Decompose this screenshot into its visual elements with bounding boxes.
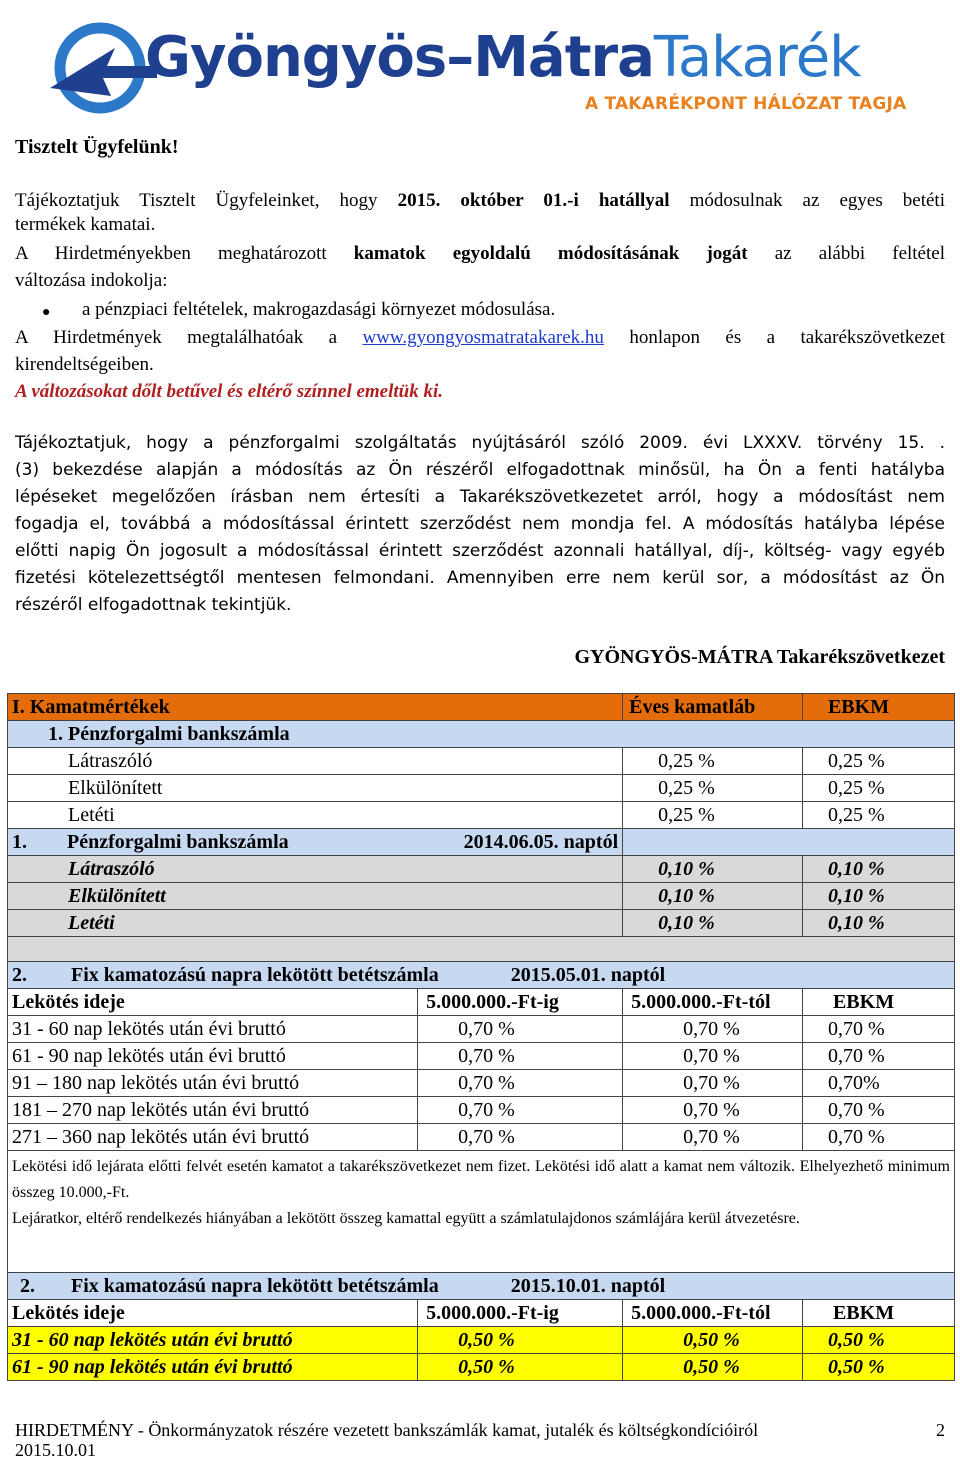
row-label: Letéti xyxy=(8,802,623,829)
logo-tagline: A TAKARÉKPONT HÁLÓZAT TAGJA xyxy=(585,94,907,114)
row-rate: 0,25 % xyxy=(623,748,803,775)
section-row xyxy=(8,721,955,748)
row-rate: 0,10 % xyxy=(623,856,803,883)
footer-date: 2015.10.01 xyxy=(15,1440,96,1460)
row-rate: 0,25 % xyxy=(623,802,803,829)
table-row xyxy=(8,883,955,910)
col-over-5m: 5.000.000.-Ft-tól xyxy=(623,1300,803,1327)
table-row xyxy=(8,1097,955,1124)
row-c1: 0,70 % xyxy=(418,1016,623,1043)
legal-line-2: (3) bekezdése alapján a módosítás az Ön részéről elfogadottnak minősül, ha Ön a fenti hatályba xyxy=(15,460,945,480)
section-row xyxy=(8,1273,955,1300)
row-c1: 0,50 % xyxy=(418,1354,623,1381)
row-c1: 0,70 % xyxy=(418,1043,623,1070)
row-label: Elkülönített xyxy=(8,883,623,910)
row-c2: 0,70 % xyxy=(623,1124,803,1151)
website-line-2: kirendeltségeiben. xyxy=(15,354,154,375)
intro-line-2: termékek kamatai. xyxy=(15,214,156,235)
row-c3: 0,50 % xyxy=(802,1327,954,1354)
col-over-5m: 5.000.000.-Ft-tól xyxy=(623,989,803,1016)
row-rate: 0,10 % xyxy=(623,883,803,910)
row-c3: 0,70 % xyxy=(802,1016,954,1043)
bullet-dot-icon: ● xyxy=(42,305,51,320)
row-c3: 0,70 % xyxy=(802,1043,954,1070)
table-row xyxy=(8,1070,955,1097)
section-title: 1. Pénzforgalmi bankszámla xyxy=(8,721,955,748)
row-c3: 0,70% xyxy=(802,1070,954,1097)
section-title: 2. Fix kamatozású napra lekötött betétszámla 2015.05.01. naptól xyxy=(8,962,955,989)
row-term: 61 - 90 nap lekötés után évi bruttó xyxy=(8,1354,418,1381)
column-header-row xyxy=(8,989,955,1016)
row-term: 181 – 270 nap lekötés után évi bruttó xyxy=(8,1097,418,1124)
legal-line-5: előtti napig Ön jogosult a módosítással érintett szerződést azonnali hatállyal, díj-, költség- vagy egyéb xyxy=(15,541,945,561)
section-row xyxy=(8,829,955,856)
row-ebkm: 0,25 % xyxy=(802,748,954,775)
row-rate: 0,25 % xyxy=(623,775,803,802)
legal-line-7: részéről elfogadottnak tekintjük. xyxy=(15,595,292,615)
row-c1: 0,50 % xyxy=(418,1327,623,1354)
row-c2: 0,50 % xyxy=(623,1354,803,1381)
header-rate: Éves kamatláb xyxy=(623,694,803,721)
table-header-row xyxy=(8,694,955,721)
section-row xyxy=(8,962,955,989)
row-c2: 0,70 % xyxy=(623,1016,803,1043)
legal-line-1: Tájékoztatjuk, hogy a pénzforgalmi szolgáltatás nyújtásáról szóló 2009. évi LXXXV. törvény 15. . xyxy=(15,433,945,453)
page-footer xyxy=(15,1420,945,1460)
row-c3: 0,70 % xyxy=(802,1097,954,1124)
row-label: Látraszóló xyxy=(8,748,623,775)
row-c3: 0,50 % xyxy=(802,1354,954,1381)
logo-wordmark: Gyöngyös–MátraTakarék xyxy=(145,25,861,90)
row-c2: 0,50 % xyxy=(623,1327,803,1354)
greeting: Tisztelt Ügyfelünk! xyxy=(15,136,179,158)
row-term: 91 – 180 nap lekötés után évi bruttó xyxy=(8,1070,418,1097)
section-title: 2. Fix kamatozású napra lekötött betétszámla 2015.10.01. naptól xyxy=(8,1273,955,1300)
note-early-withdrawal: Lekötési idő lejárata előtti felvét esetén kamatot a takarékszövetkezet nem fizet. Lekötési idő alatt a kamat nem változik. Elhelyezhető minimum összeg 10.000,-Ft. xyxy=(12,1158,950,1201)
row-c1: 0,70 % xyxy=(418,1070,623,1097)
table-row xyxy=(8,1354,955,1381)
row-c2: 0,70 % xyxy=(623,1043,803,1070)
row-term: 61 - 90 nap lekötés után évi bruttó xyxy=(8,1043,418,1070)
row-c2: 0,70 % xyxy=(623,1070,803,1097)
table-title: I. Kamatmértékek xyxy=(8,694,623,721)
row-c3: 0,70 % xyxy=(802,1124,954,1151)
row-c2: 0,70 % xyxy=(623,1097,803,1124)
signature: GYÖNGYÖS-MÁTRA Takarékszövetkezet xyxy=(574,646,945,668)
reason-line-1: A Hirdetményekben meghatározott kamatok egyoldalú módosításának jogát az alábbi feltétel xyxy=(15,243,945,264)
table-row xyxy=(8,748,955,775)
table-row xyxy=(8,1327,955,1354)
terms-notes xyxy=(8,1151,955,1273)
table-row xyxy=(8,1124,955,1151)
col-term: Lekötés ideje xyxy=(8,989,418,1016)
col-under-5m: 5.000.000.-Ft-ig xyxy=(418,989,623,1016)
col-under-5m: 5.000.000.-Ft-ig xyxy=(418,1300,623,1327)
row-rate: 0,10 % xyxy=(623,910,803,937)
row-label: Látraszóló xyxy=(8,856,623,883)
table-row xyxy=(8,1016,955,1043)
header-ebkm: EBKM xyxy=(802,694,954,721)
row-ebkm: 0,25 % xyxy=(802,775,954,802)
website-link[interactable]: www.gyongyosmatratakarek.hu xyxy=(362,327,604,348)
row-c1: 0,70 % xyxy=(418,1097,623,1124)
note-maturity: Lejáratkor, eltérő rendelkezés hiányában a lekötött összeg kamattal együtt a számlatulajdonos számlájára kerül átvezetésre. xyxy=(12,1210,800,1227)
column-header-row xyxy=(8,1300,955,1327)
legal-line-3: lépéseket megelőzően írásban nem értesíti a Takarékszövetkezetet arról, hogy a módosítást nem xyxy=(15,487,945,507)
row-term: 31 - 60 nap lekötés után évi bruttó xyxy=(8,1327,418,1354)
row-term: 271 – 360 nap lekötés után évi bruttó xyxy=(8,1124,418,1151)
col-ebkm: EBKM xyxy=(802,989,954,1016)
intro-line-1: Tájékoztatjuk Tisztelt Ügyfeleinket, hogy 2015. október 01.-i hatállyal módosulnak az egyes betéti xyxy=(15,190,945,211)
row-ebkm: 0,10 % xyxy=(802,883,954,910)
legal-line-6: fizetési kötelezettségtől mentesen felmondani. Amennyiben erre nem kerül sor, a módosítást az Ön xyxy=(15,568,945,588)
row-label: Letéti xyxy=(8,910,623,937)
section-title: 1. Pénzforgalmi bankszámla 2014.06.05. naptól xyxy=(8,829,623,856)
legal-line-4: fogadja el, továbbá a módosítással érintett szerződést nem mondja fel. A módosítás hatályba lépése xyxy=(15,514,945,534)
table-row xyxy=(8,856,955,883)
rates-table xyxy=(7,693,955,1381)
footer-title: HIRDETMÉNY - Önkormányzatok részére vezetett bankszámlák kamat, jutalék és költségkondícióiról xyxy=(15,1420,759,1440)
table-row xyxy=(8,910,955,937)
row-ebkm: 0,10 % xyxy=(802,910,954,937)
col-ebkm: EBKM xyxy=(802,1300,954,1327)
highlight-note: A változásokat dőlt betűvel és eltérő színnel emeltük ki. xyxy=(15,381,444,402)
bullet-item: a pénzpiaci feltételek, makrogazdasági környezet módosulása. xyxy=(82,299,556,320)
col-term: Lekötés ideje xyxy=(8,1300,418,1327)
spacer-row xyxy=(8,937,955,962)
row-c1: 0,70 % xyxy=(418,1124,623,1151)
row-ebkm: 0,25 % xyxy=(802,802,954,829)
row-term: 31 - 60 nap lekötés után évi bruttó xyxy=(8,1016,418,1043)
reason-line-2: változása indokolja: xyxy=(15,270,168,291)
row-label: Elkülönített xyxy=(8,775,623,802)
table-row xyxy=(8,1043,955,1070)
page-number: 2 xyxy=(936,1420,945,1440)
table-row xyxy=(8,802,955,829)
table-row xyxy=(8,775,955,802)
notes-row xyxy=(8,1151,955,1273)
website-line: A Hirdetmények megtalálhatóak a www.gyongyosmatratakarek.hu honlapon és a takarékszövetkezet xyxy=(15,327,945,348)
row-ebkm: 0,10 % xyxy=(802,856,954,883)
